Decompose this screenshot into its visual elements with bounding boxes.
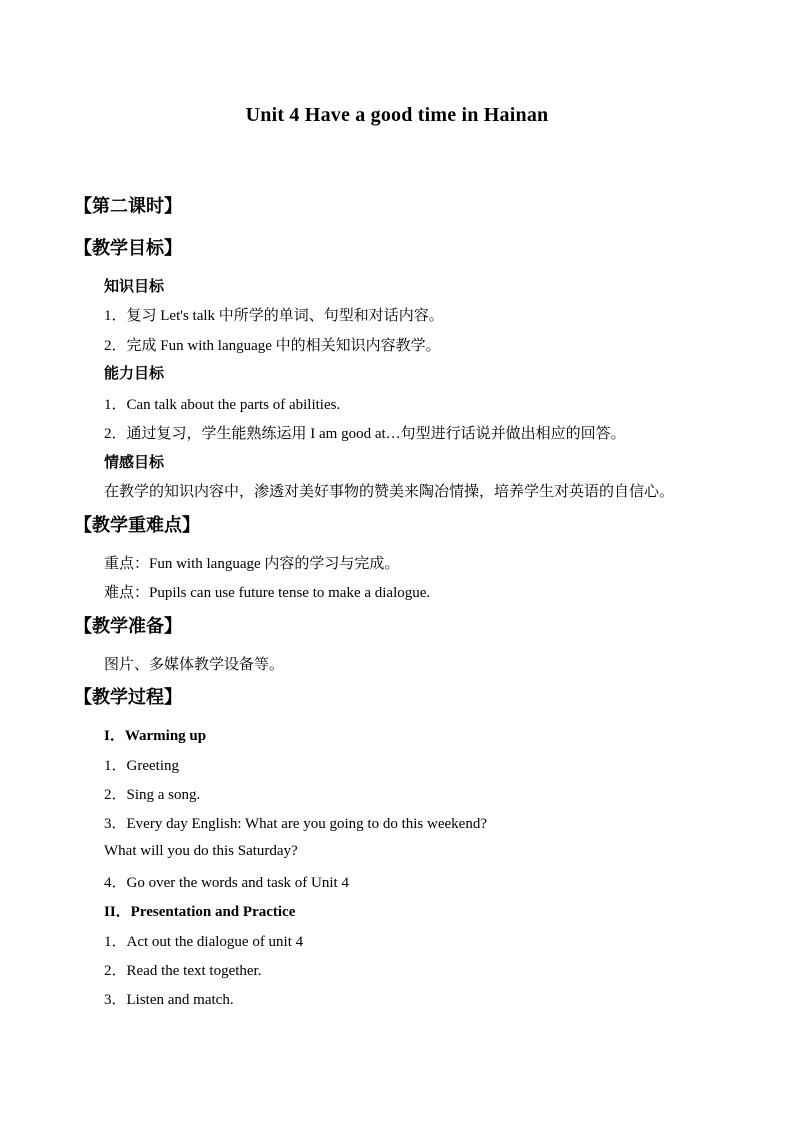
item-text: Sing a song. xyxy=(126,787,201,803)
process-step xyxy=(104,812,487,833)
item-text: 复习 Let's talk 中所学的单词、句型和对话内容。 xyxy=(126,308,444,324)
section-process-heading: 【教学过程】 xyxy=(74,687,182,708)
item-number: 2． xyxy=(104,787,127,803)
section-lesson-heading: 【第二课时】 xyxy=(74,196,182,217)
item-text: Can talk about the parts of abilities. xyxy=(126,397,341,413)
key-point-focus: 重点：Fun with language 内容的学习与完成。 xyxy=(104,556,400,572)
item-number: 4． xyxy=(104,875,127,891)
ability-item-1 xyxy=(104,393,340,414)
item-text: Every day English: What are you going to do this weekend? xyxy=(126,816,487,832)
item-number: 2． xyxy=(104,963,127,979)
process-step xyxy=(104,783,200,804)
item-text: 完成 Fun with language 中的相关知识内容教学。 xyxy=(126,338,441,354)
process-step xyxy=(104,988,234,1009)
section-preparation-heading: 【教学准备】 xyxy=(74,616,182,637)
ability-item-2 xyxy=(104,422,626,443)
item-number: 1． xyxy=(104,308,127,324)
process-step-continuation: What will you do this Saturday? xyxy=(104,843,298,859)
process-step xyxy=(104,754,179,775)
item-number: 2． xyxy=(104,426,127,442)
process-part-2-heading: II．Presentation and Practice xyxy=(104,904,296,920)
section-objectives-heading: 【教学目标】 xyxy=(74,238,182,259)
item-number: 3． xyxy=(104,992,127,1008)
process-step xyxy=(104,871,349,892)
knowledge-objectives-heading: 知识目标 xyxy=(104,277,165,295)
item-number: 1． xyxy=(104,934,127,950)
knowledge-item-1 xyxy=(104,304,444,325)
item-number: 1． xyxy=(104,397,127,413)
section-key-points-heading: 【教学重难点】 xyxy=(74,515,200,536)
ability-objectives-heading: 能力目标 xyxy=(104,364,165,382)
emotion-objectives-text: 在教学的知识内容中，渗透对美好事物的赞美来陶冶情操，培养学生对英语的自信心。 xyxy=(104,484,675,500)
preparation-text: 图片、多媒体教学设备等。 xyxy=(104,657,285,673)
item-text: Read the text together. xyxy=(126,963,262,979)
item-number: 3． xyxy=(104,816,127,832)
process-part-1-heading: I．Warming up xyxy=(104,728,207,744)
key-point-difficulty: 难点：Pupils can use future tense to make a dialogue. xyxy=(104,585,431,601)
process-step xyxy=(104,959,261,980)
item-text: Act out the dialogue of unit 4 xyxy=(126,934,304,950)
process-step xyxy=(104,930,303,951)
item-number: 1． xyxy=(104,758,127,774)
emotion-objectives-heading: 情感目标 xyxy=(104,453,165,471)
item-number: 2． xyxy=(104,338,127,354)
document-title: Unit 4 Have a good time in Hainan xyxy=(245,104,549,126)
item-text: Listen and match. xyxy=(126,992,234,1008)
item-text: Greeting xyxy=(126,758,179,774)
item-text: Go over the words and task of Unit 4 xyxy=(126,875,349,891)
item-text: 通过复习，学生能熟练运用 I am good at…句型进行话说并做出相应的回答。 xyxy=(126,426,626,442)
knowledge-item-2 xyxy=(104,334,441,355)
